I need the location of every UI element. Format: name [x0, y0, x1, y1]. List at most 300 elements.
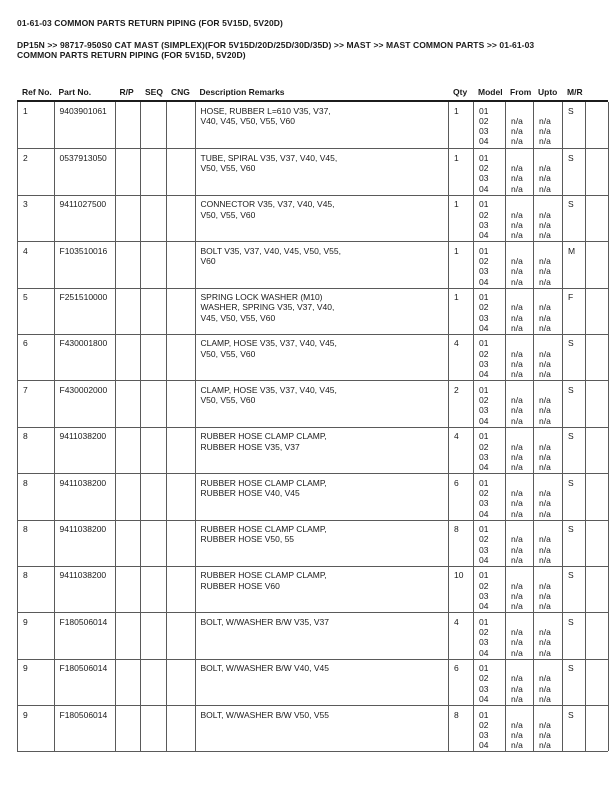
part-no-cell: F180506014 — [55, 706, 116, 751]
model-cell-line: 02 — [479, 719, 489, 730]
ref-no-cell: 8 — [18, 521, 55, 566]
upto-cell — [534, 660, 563, 705]
upto-cell-line — [539, 617, 560, 627]
description-cell — [196, 289, 450, 334]
model-cell — [474, 613, 506, 658]
qty-cell: 1 — [449, 242, 474, 287]
spacer-cell — [586, 149, 609, 194]
from-cell-line: n/a — [511, 601, 523, 612]
from-cell-line: n/a — [511, 462, 523, 473]
from-cell-line: n/a — [511, 209, 523, 220]
model-cell-line: 04 — [479, 136, 489, 147]
seq-cell — [141, 567, 167, 612]
model-cell — [474, 242, 506, 287]
description-cell-line: BOLT, W/WASHER B/W V50, V55 — [200, 709, 329, 720]
model-cell-line: 02 — [479, 348, 489, 359]
description-cell — [196, 335, 450, 380]
model-cell-line: 04 — [479, 276, 489, 287]
upto-cell-line — [539, 710, 560, 720]
qty-cell: 2 — [449, 381, 474, 426]
from-cell — [506, 428, 534, 473]
from-cell — [506, 660, 534, 705]
model-cell-line: 02 — [479, 534, 489, 545]
col-header-seq: SEQ — [145, 87, 163, 97]
model-cell-line: 04 — [479, 322, 489, 333]
upto-cell — [534, 521, 563, 566]
seq-cell — [141, 289, 167, 334]
upto-cell-line: n/a — [539, 276, 551, 287]
mr-cell: S — [563, 474, 586, 519]
col-header-rp: R/P — [119, 87, 134, 97]
seq-cell — [141, 428, 167, 473]
from-cell-line: n/a — [511, 637, 523, 648]
upto-cell-line — [539, 338, 560, 348]
seq-cell — [141, 474, 167, 519]
model-cell-line: 02 — [479, 115, 489, 126]
rp-cell — [116, 289, 142, 334]
upto-cell-line — [539, 246, 560, 256]
qty-cell: 10 — [449, 567, 474, 612]
col-header-part-no: Part No. — [58, 87, 92, 97]
part-no-cell: 9411038200 — [55, 567, 116, 612]
model-cell-line: 04 — [479, 508, 489, 519]
model-cell-line: 04 — [479, 601, 489, 612]
from-cell-line — [511, 106, 531, 116]
rp-cell — [116, 335, 142, 380]
part-no-cell: F251510000 — [55, 289, 116, 334]
from-cell-line: n/a — [511, 302, 523, 313]
from-cell-line: n/a — [511, 163, 523, 174]
model-cell-line: 01 — [479, 477, 489, 488]
col-header-description-remarks: Description Remarks — [199, 87, 285, 97]
description-cell-line: RUBBER HOSE CLAMP CLAMP, — [200, 524, 327, 535]
ref-no-cell: 4 — [18, 242, 55, 287]
model-cell — [474, 381, 506, 426]
model-cell-line: 03 — [479, 126, 489, 137]
model-cell-line: 03 — [479, 219, 489, 230]
from-cell-line: n/a — [511, 508, 523, 519]
part-no-cell: F180506014 — [55, 660, 116, 705]
from-cell-line: n/a — [511, 544, 523, 555]
model-cell-line: 03 — [479, 498, 489, 509]
part-no-cell: 9411038200 — [55, 428, 116, 473]
from-cell-line — [511, 570, 531, 580]
mr-cell: S — [563, 149, 586, 194]
upto-cell-line: n/a — [539, 369, 551, 380]
upto-cell-line: n/a — [539, 487, 551, 498]
qty-cell: 6 — [449, 474, 474, 519]
table-row — [18, 380, 609, 426]
upto-cell-line: n/a — [539, 730, 551, 741]
upto-cell-line: n/a — [539, 627, 551, 638]
cng-cell — [167, 196, 196, 241]
upto-cell-line: n/a — [539, 673, 551, 684]
model-cell-line: 01 — [479, 384, 489, 395]
breadcrumb-line-1: DP15N >> 98717-950S0 CAT MAST (SIMPLEX)(FOR 5V15D/20D/25D/30D/35D) >> MAST >> MAST COMMON PARTS >> 01-61-03 — [17, 40, 535, 50]
upto-cell-line: n/a — [539, 348, 551, 359]
model-cell-line: 01 — [479, 199, 489, 210]
upto-cell — [534, 428, 563, 473]
description-cell — [196, 567, 450, 612]
upto-cell-line: n/a — [539, 498, 551, 509]
upto-cell-line: n/a — [539, 554, 551, 565]
from-cell-line: n/a — [511, 395, 523, 406]
spacer-cell — [586, 289, 609, 334]
upto-cell-line: n/a — [539, 163, 551, 174]
ref-no-cell: 9 — [18, 613, 55, 658]
upto-cell-line: n/a — [539, 591, 551, 601]
model-cell-line: 01 — [479, 292, 489, 303]
upto-cell — [534, 474, 563, 519]
table-header-row — [17, 87, 608, 102]
description-cell-line: BOLT V35, V37, V40, V45, V50, V55, — [200, 245, 341, 256]
ref-no-cell: 6 — [18, 335, 55, 380]
description-cell-line: RUBBER HOSE V35, V37 — [200, 441, 300, 452]
model-cell-line: 02 — [479, 627, 489, 638]
from-cell — [506, 196, 534, 241]
from-cell-line: n/a — [511, 173, 523, 184]
model-cell-line: 02 — [479, 580, 489, 591]
qty-cell: 1 — [449, 196, 474, 241]
from-cell-line: n/a — [511, 136, 523, 147]
mr-cell: S — [563, 567, 586, 612]
from-cell — [506, 335, 534, 380]
from-cell-line: n/a — [511, 276, 523, 287]
upto-cell-line: n/a — [539, 312, 551, 323]
table-row — [18, 334, 609, 380]
table-row — [18, 473, 609, 519]
rp-cell — [116, 660, 142, 705]
seq-cell — [141, 521, 167, 566]
from-cell-line — [511, 431, 531, 441]
from-cell-line: n/a — [511, 719, 523, 730]
ref-no-cell: 9 — [18, 706, 55, 751]
from-cell — [506, 613, 534, 658]
from-cell-line: n/a — [511, 740, 523, 751]
model-cell — [474, 335, 506, 380]
description-cell-line: BOLT, W/WASHER B/W V35, V37 — [200, 616, 329, 627]
upto-cell-line: n/a — [539, 209, 551, 220]
model-cell-line: 04 — [479, 415, 489, 426]
from-cell — [506, 521, 534, 566]
spacer-cell — [586, 335, 609, 380]
upto-cell — [534, 242, 563, 287]
ref-no-cell: 8 — [18, 567, 55, 612]
col-header-spacer — [585, 87, 608, 100]
seq-cell — [141, 196, 167, 241]
upto-cell-line — [539, 292, 560, 302]
col-header-mr: M/R — [567, 87, 583, 97]
model-cell — [474, 428, 506, 473]
description-cell-line: RUBBER HOSE V40, V45 — [200, 487, 300, 498]
upto-cell-line: n/a — [539, 230, 551, 241]
qty-cell: 4 — [449, 428, 474, 473]
cng-cell — [167, 567, 196, 612]
cng-cell — [167, 102, 196, 148]
description-cell-line: HOSE, RUBBER L=610 V35, V37, — [200, 105, 331, 116]
mr-cell: S — [563, 196, 586, 241]
model-cell-line: 01 — [479, 663, 489, 674]
from-cell-line: n/a — [511, 219, 523, 230]
description-cell — [196, 149, 450, 194]
upto-cell-line: n/a — [539, 126, 551, 137]
from-cell-line: n/a — [511, 348, 523, 359]
description-cell-line: V60 — [200, 255, 216, 266]
from-cell-line: n/a — [511, 183, 523, 194]
from-cell-line: n/a — [511, 126, 523, 137]
description-cell-line: V45, V50, V55, V60 — [200, 312, 276, 323]
model-cell-line: 02 — [479, 673, 489, 684]
mr-cell: S — [563, 428, 586, 473]
model-cell-line: 04 — [479, 462, 489, 473]
qty-cell: 6 — [449, 660, 474, 705]
from-cell-line: n/a — [511, 580, 523, 591]
model-cell-line: 02 — [479, 441, 489, 452]
seq-cell — [141, 335, 167, 380]
model-cell-line: 01 — [479, 524, 489, 535]
description-cell-line: RUBBER HOSE CLAMP CLAMP, — [200, 431, 327, 442]
seq-cell — [141, 102, 167, 148]
description-cell-line: SPRING LOCK WASHER (M10) — [200, 292, 323, 303]
model-cell-line: 01 — [479, 245, 489, 256]
description-cell — [196, 613, 450, 658]
model-cell-line: 03 — [479, 312, 489, 323]
seq-cell — [141, 613, 167, 658]
model-cell-line: 04 — [479, 230, 489, 241]
from-cell-line: n/a — [511, 441, 523, 452]
from-cell — [506, 289, 534, 334]
description-cell-line: RUBBER HOSE CLAMP CLAMP, — [200, 570, 327, 581]
spacer-cell — [586, 381, 609, 426]
upto-cell-line — [539, 106, 560, 116]
from-cell-line: n/a — [511, 312, 523, 323]
from-cell-line: n/a — [511, 487, 523, 498]
cng-cell — [167, 428, 196, 473]
qty-cell: 4 — [449, 335, 474, 380]
seq-cell — [141, 149, 167, 194]
model-cell-line: 02 — [479, 302, 489, 313]
model-cell — [474, 521, 506, 566]
upto-cell-line: n/a — [539, 580, 551, 591]
spacer-cell — [586, 428, 609, 473]
table-row — [18, 102, 609, 148]
from-cell-line: n/a — [511, 230, 523, 241]
mr-cell: S — [563, 660, 586, 705]
mr-cell: F — [563, 289, 586, 334]
description-cell-line: V50, V55, V60 — [200, 163, 256, 174]
upto-cell-line: n/a — [539, 136, 551, 147]
description-cell — [196, 521, 450, 566]
from-cell-line — [511, 478, 531, 488]
mr-cell: S — [563, 102, 586, 148]
spacer-cell — [586, 102, 609, 148]
model-cell-line: 01 — [479, 431, 489, 442]
spacer-cell — [586, 242, 609, 287]
model-cell-line: 03 — [479, 544, 489, 555]
description-cell-line: BOLT, W/WASHER B/W V40, V45 — [200, 663, 329, 674]
part-no-cell: F430002000 — [55, 381, 116, 426]
upto-cell-line: n/a — [539, 302, 551, 313]
upto-cell-line: n/a — [539, 740, 551, 751]
model-cell-line: 03 — [479, 173, 489, 184]
rp-cell — [116, 613, 142, 658]
from-cell — [506, 102, 534, 148]
upto-cell-line: n/a — [539, 508, 551, 519]
model-cell-line: 04 — [479, 694, 489, 705]
rp-cell — [116, 149, 142, 194]
description-cell — [196, 660, 450, 705]
description-cell-line: RUBBER HOSE V50, 55 — [200, 534, 295, 545]
upto-cell-line: n/a — [539, 719, 551, 730]
model-cell-line: 03 — [479, 451, 489, 462]
table-row — [18, 195, 609, 241]
model-cell-line: 01 — [479, 570, 489, 581]
cng-cell — [167, 289, 196, 334]
upto-cell-line — [539, 570, 560, 580]
from-cell-line: n/a — [511, 591, 523, 601]
rp-cell — [116, 196, 142, 241]
seq-cell — [141, 660, 167, 705]
model-cell-line: 04 — [479, 647, 489, 658]
from-cell-line: n/a — [511, 730, 523, 741]
table-row — [18, 520, 609, 566]
table-body — [17, 102, 608, 752]
upto-cell-line: n/a — [539, 322, 551, 333]
col-header-upto: Upto — [538, 87, 558, 97]
mr-cell: S — [563, 381, 586, 426]
model-cell-line: 02 — [479, 255, 489, 266]
model-cell-line: 01 — [479, 152, 489, 163]
description-cell-line: WASHER, SPRING V35, V37, V40, — [200, 302, 335, 313]
cng-cell — [167, 706, 196, 751]
model-cell — [474, 149, 506, 194]
from-cell-line: n/a — [511, 359, 523, 370]
model-cell-line: 01 — [479, 105, 489, 116]
model-cell-line: 03 — [479, 637, 489, 648]
part-no-cell: 9411038200 — [55, 474, 116, 519]
from-cell — [506, 381, 534, 426]
cng-cell — [167, 335, 196, 380]
table-row — [18, 705, 609, 751]
qty-cell: 8 — [449, 706, 474, 751]
table-row — [18, 659, 609, 705]
upto-cell-line: n/a — [539, 637, 551, 648]
from-cell-line — [511, 199, 531, 209]
cng-cell — [167, 149, 196, 194]
col-header-ref-no: Ref No. — [22, 87, 52, 97]
table-row — [18, 288, 609, 334]
upto-cell-line: n/a — [539, 451, 551, 462]
qty-cell: 1 — [449, 289, 474, 334]
description-cell-line: V40, V45, V50, V55, V60 — [200, 115, 296, 126]
mr-cell: M — [563, 242, 586, 287]
table-row — [18, 241, 609, 287]
from-cell-line — [511, 292, 531, 302]
from-cell-line: n/a — [511, 266, 523, 277]
model-cell-line: 04 — [479, 183, 489, 194]
rp-cell — [116, 474, 142, 519]
seq-cell — [141, 706, 167, 751]
upto-cell — [534, 706, 563, 751]
from-cell-line — [511, 710, 531, 720]
part-no-cell: 9403901061 — [55, 102, 116, 148]
table-row — [18, 566, 609, 612]
description-cell-line: CLAMP, HOSE V35, V37, V40, V45, — [200, 384, 337, 395]
from-cell-line: n/a — [511, 673, 523, 684]
breadcrumb — [17, 40, 577, 61]
rp-cell — [116, 381, 142, 426]
from-cell-line — [511, 385, 531, 395]
description-cell-line: V50, V55, V60 — [200, 209, 256, 220]
description-cell-line: CONNECTOR V35, V37, V40, V45, — [200, 199, 335, 210]
model-cell-line: 02 — [479, 487, 489, 498]
model-cell — [474, 706, 506, 751]
description-cell — [196, 706, 450, 751]
upto-cell-line: n/a — [539, 441, 551, 452]
ref-no-cell: 9 — [18, 660, 55, 705]
col-header-qty: Qty — [453, 87, 468, 97]
description-cell — [196, 428, 450, 473]
from-cell — [506, 242, 534, 287]
from-cell-line — [511, 524, 531, 534]
qty-cell: 1 — [449, 102, 474, 148]
qty-cell: 1 — [449, 149, 474, 194]
from-cell-line: n/a — [511, 322, 523, 333]
seq-cell — [141, 242, 167, 287]
cng-cell — [167, 242, 196, 287]
spacer-cell — [586, 706, 609, 751]
model-cell-line: 01 — [479, 709, 489, 720]
from-cell-line — [511, 617, 531, 627]
from-cell-line — [511, 153, 531, 163]
from-cell-line: n/a — [511, 255, 523, 266]
from-cell-line: n/a — [511, 647, 523, 658]
upto-cell — [534, 102, 563, 148]
upto-cell-line: n/a — [539, 544, 551, 555]
upto-cell-line — [539, 524, 560, 534]
from-cell-line: n/a — [511, 627, 523, 638]
upto-cell-line: n/a — [539, 255, 551, 266]
from-cell-line: n/a — [511, 451, 523, 462]
from-cell-line — [511, 663, 531, 673]
upto-cell — [534, 335, 563, 380]
from-cell-line: n/a — [511, 683, 523, 694]
upto-cell — [534, 289, 563, 334]
upto-cell-line: n/a — [539, 183, 551, 194]
upto-cell-line — [539, 153, 560, 163]
description-cell — [196, 474, 450, 519]
upto-cell — [534, 381, 563, 426]
upto-cell-line — [539, 663, 560, 673]
spacer-cell — [586, 613, 609, 658]
table-row — [18, 612, 609, 658]
cng-cell — [167, 521, 196, 566]
model-cell-line: 02 — [479, 163, 489, 174]
upto-cell-line: n/a — [539, 173, 551, 184]
model-cell-line: 03 — [479, 683, 489, 694]
spacer-cell — [586, 521, 609, 566]
model-cell — [474, 567, 506, 612]
page-title: 01-61-03 COMMON PARTS RETURN PIPING (FOR 5V15D, 5V20D) — [17, 18, 283, 28]
ref-no-cell: 8 — [18, 428, 55, 473]
upto-cell-line: n/a — [539, 395, 551, 406]
description-cell — [196, 381, 450, 426]
upto-cell-line: n/a — [539, 405, 551, 416]
part-no-cell: 9411027500 — [55, 196, 116, 241]
spacer-cell — [586, 660, 609, 705]
parts-table — [17, 87, 608, 752]
from-cell-line: n/a — [511, 694, 523, 705]
